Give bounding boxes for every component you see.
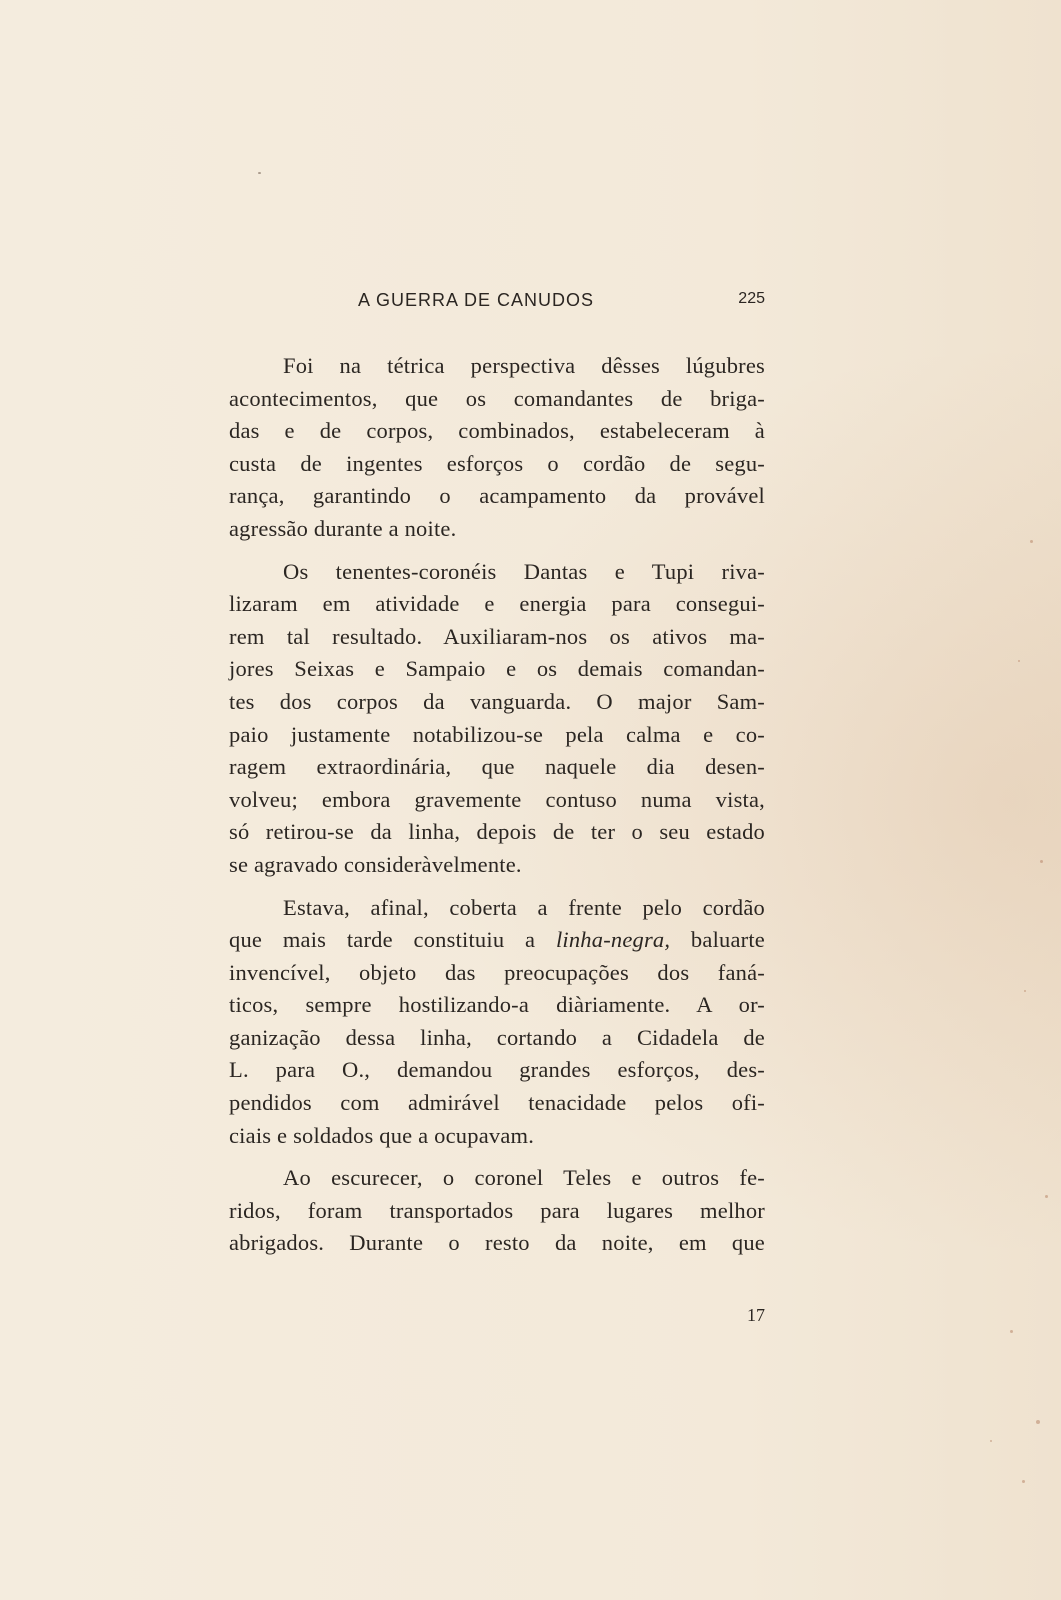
text-line: agressão durante a noite. <box>229 515 457 541</box>
text-line: L. para O., demandou grandes esforços, des- <box>229 1057 765 1083</box>
foxing-speck <box>1036 1420 1040 1424</box>
text-line: se agravado consideràvelmente. <box>229 851 522 877</box>
text-line-with-italic <box>229 924 765 957</box>
foxing-speck <box>1010 1330 1013 1333</box>
text-line: ciais e soldados que a ocupavam. <box>229 1122 535 1148</box>
text-line: volveu; embora gravemente contuso numa vista, <box>229 786 765 812</box>
text-line: lizaram em atividade e energia para consegui- <box>229 591 765 617</box>
text-line: das e de corpos, combinados, estabeleceram à <box>229 418 765 444</box>
text-line: rem tal resultado. Auxiliaram-nos os ativos ma- <box>229 623 765 649</box>
body-text <box>229 350 765 1270</box>
running-title: A GUERRA DE CANUDOS <box>358 290 595 310</box>
text-line: Estava, afinal, coberta a frente pelo cordão <box>283 894 765 920</box>
foxing-speck <box>1030 540 1033 543</box>
text-line: rança, garantindo o acampamento da provável <box>229 483 765 509</box>
text-line: Ao escurecer, o coronel Teles e outros fe- <box>283 1165 765 1191</box>
paragraph-2 <box>229 556 765 882</box>
text-line: Os tenentes-coronéis Dantas e Tupi riva- <box>283 558 765 584</box>
text-line: ticos, sempre hostilizando-a diàriamente. A or- <box>229 992 765 1018</box>
text-line: tes dos corpos da vanguarda. O major Sam- <box>229 688 765 714</box>
foxing-speck <box>990 1440 992 1442</box>
text-line: custa de ingentes esforços o cordão de segu- <box>229 450 765 476</box>
paragraph-1 <box>229 350 765 546</box>
text-line: ganização dessa linha, cortando a Cidadela de <box>229 1024 765 1050</box>
foxing-speck <box>1040 860 1043 863</box>
paragraph-3 <box>229 892 765 1153</box>
text-line: invencível, objeto das preocupações dos faná- <box>229 959 765 985</box>
text-line: ridos, foram transportados para lugares melhor <box>229 1197 765 1223</box>
text-line: jores Seixas e Sampaio e os demais comandan- <box>229 656 765 682</box>
text-line: abrigados. Durante o resto da noite, em que <box>229 1230 765 1256</box>
running-head <box>230 290 765 320</box>
text-segment: baluarte <box>670 927 765 953</box>
text-line: acontecimentos, que os comandantes de briga- <box>229 385 765 411</box>
text-line: paio justamente notabilizou-se pela calma e co- <box>229 721 765 747</box>
signature-mark: 17 <box>747 1305 765 1325</box>
foxing-speck <box>258 172 261 174</box>
text-line: só retirou-se da linha, depois de ter o seu estado <box>229 819 765 845</box>
paragraph-4 <box>229 1162 765 1260</box>
italic-term: linha-negra, <box>555 927 671 953</box>
foxing-speck <box>1045 1195 1048 1198</box>
text-line: ragem extraordinária, que naquele dia desen- <box>229 754 765 780</box>
foxing-speck <box>1024 990 1026 992</box>
foxing-speck <box>1022 1480 1025 1483</box>
text-segment: que mais tarde constituiu a <box>229 927 556 953</box>
foxing-speck <box>1018 660 1020 662</box>
page-number: 225 <box>738 290 765 307</box>
text-line: pendidos com admirável tenacidade pelos ofi- <box>229 1090 765 1116</box>
text-line: Foi na tétrica perspectiva dêsses lúgubres <box>283 353 765 378</box>
